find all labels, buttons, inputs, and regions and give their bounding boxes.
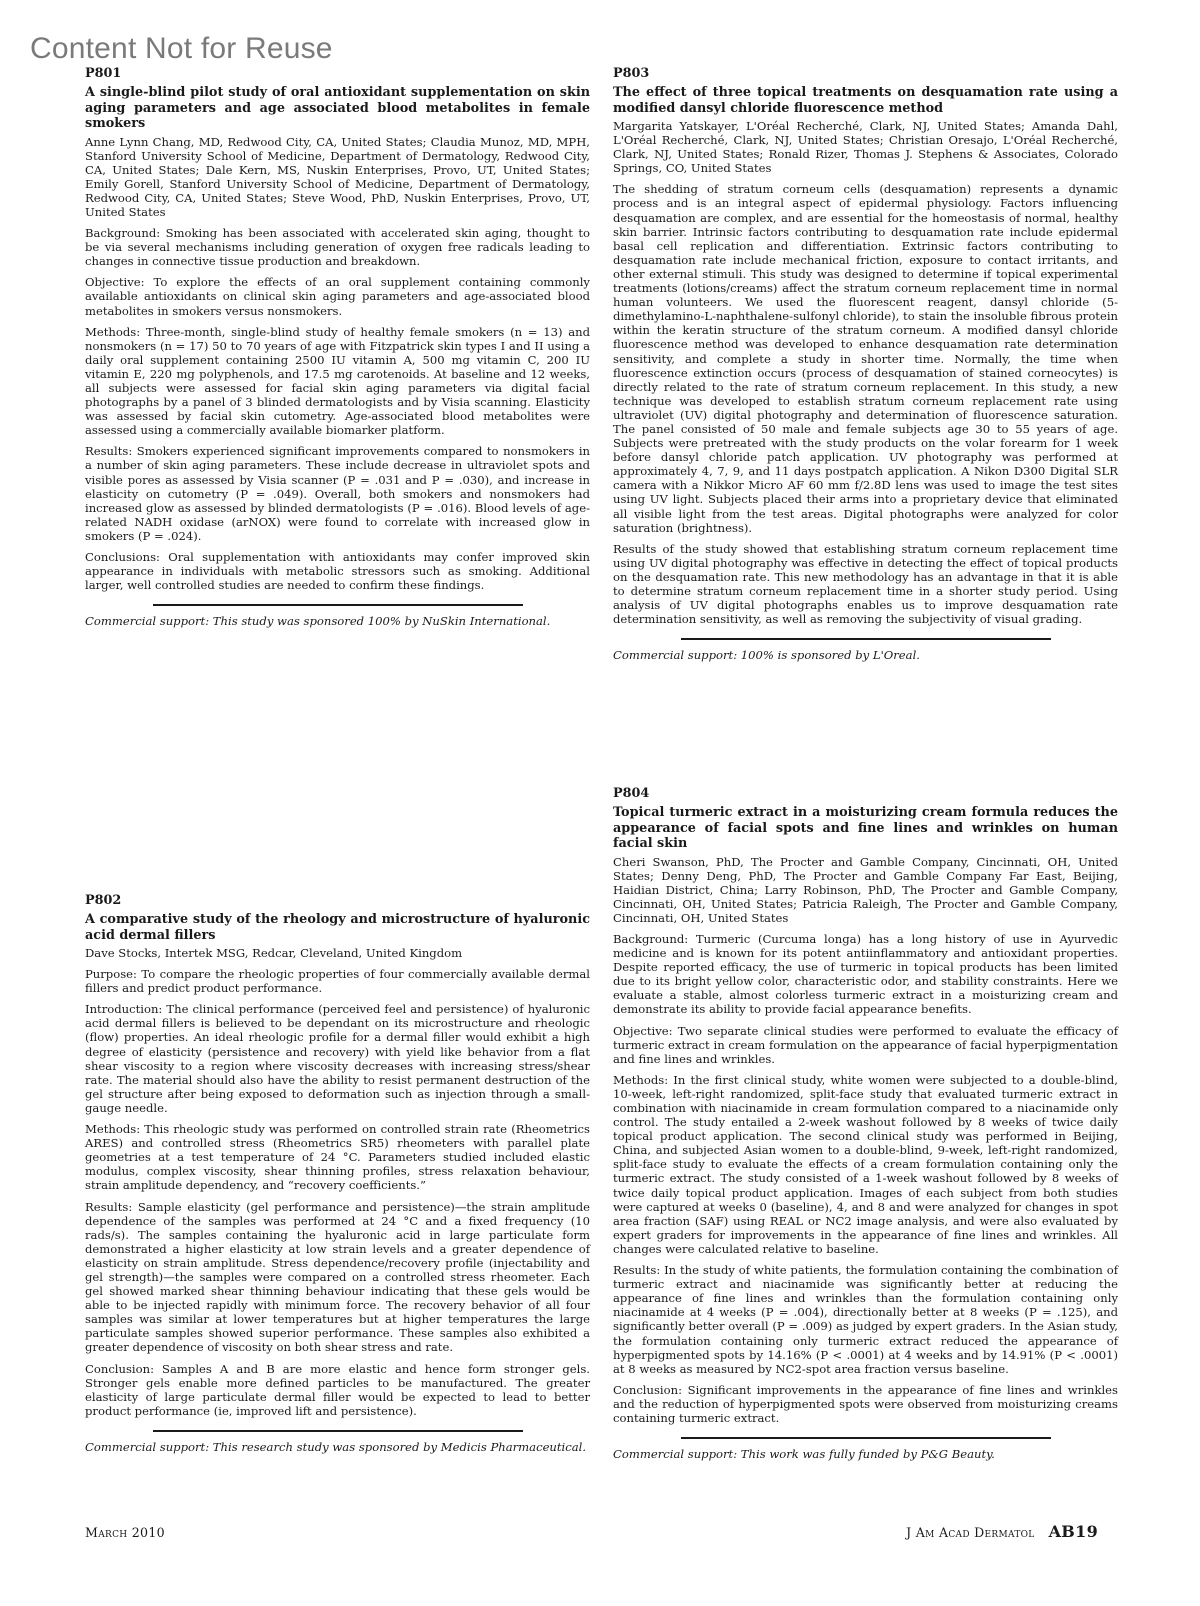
abstract-title: The effect of three topical treatments on desquamation rate using a modified dansyl chloride fluorescence method: [613, 85, 1118, 116]
abstract-id: P803: [613, 66, 650, 81]
divider-rule: [153, 604, 523, 606]
abstract-id: P804: [613, 786, 650, 801]
abstract-paragraph: The shedding of stratum corneum cells (desquamation) represents a dynamic process and is an integral aspect of epidermal physiology. Factors influencing desquamation are complex, and are essential for the homeostasis of normal, healthy skin barrier. Intrinsic factors contributing to desquamation rate include epidermal basal cell replication and differentiation. Extrinsic factors contributing to desquamation rate include mechanical friction, exposure to contact irritants, and other external stimuli. This study was designed to determine if topical experimental treatments (lotions/creams) affect the stratum corneum replacement time in normal human volunteers. We used the fluorescent reagent, dansyl chloride (5-dimethylamino-L-naphthalene-sulfonyl chloride), to stain the insoluble fibrous protein within the keratin structure of the stratum corneum. A modified dansyl chloride fluorescence method was developed to enhance desquamation rate determination sensitivity, and complete a study in shorter time. Normally, the time when fluorescence extinction occurs (process of desquamation of stained corneocytes) is directly related to the rate of stratum corneum replacement. In this study, a new technique was developed to establish stratum corneum replacement rate using ultraviolet (UV) digital photography and determination of fluorescence saturation. The panel consisted of 50 male and female subjects age 30 to 55 years of age. Subjects were pretreated with the study products on the volar forearm for 1 week before dansyl chloride patch application. UV photography was performed at approximately 4, 7, 9, and 11 days postpatch application. A Nikon D300 Digital SLR camera with a Nikkor Micro AF 60 mm f/2.8D lens was used to image the test sites using UV light. Subjects placed their arms into a proprietary device that eliminated all visible light from the test areas. Digital photographs were analyzed for color saturation (brightness).: [613, 182, 1118, 535]
commercial-support: Commercial support: 100% is sponsored by L'Oreal.: [613, 648, 920, 663]
abstract-authors: Cheri Swanson, PhD, The Procter and Gamble Company, Cincinnati, OH, United States; Denny Deng, PhD, The Procter and Gamble Company Far East, Beijing, Haidian District, China; Larry Robinson, PhD, The Procter and Gamble Company, Cincinnati, OH, United States; Patricia Raleigh, The Procter and Gamble Company, Cincinnati, OH, United States: [613, 854, 1118, 925]
abstract-paragraph: Results of the study showed that establishing stratum corneum replacement time using UV digital photography was effective in detecting the effect of topical products on the desquamation rate. This new methodology has an advantage in that it is able to determine stratum corneum replacement time in a shorter study period. Using analysis of UV digital photographs enables us to improve desquamation rate determination sensitivity, as well as removing the subjectivity of visual grading.: [613, 541, 1118, 627]
abstract-p802: [85, 893, 590, 1461]
watermark: Content Not for Reuse: [30, 32, 333, 65]
abstract-authors: Dave Stocks, Intertek MSG, Redcar, Cleveland, United Kingdom: [85, 946, 463, 960]
abstract-title: Topical turmeric extract in a moisturizing cream formula reduces the appearance of facial spots and fine lines and wrinkles on human facial skin: [613, 805, 1118, 851]
abstract-paragraph: Background: Turmeric (Curcuma longa) has a long history of use in Ayurvedic medicine and is known for its potent antiinflammatory and antioxidant properties. Despite reported efficacy, the use of turmeric in topical products has been limited due to its bright yellow color, characteristic odor, and stability constraints. Here we evaluate a stable, almost colorless turmeric extract in a moisturizing cream and demonstrate its ability to provide facial appearance benefits.: [613, 931, 1118, 1017]
divider-rule: [153, 1430, 523, 1432]
footer-journal: [906, 1522, 1098, 1541]
abstract-paragraph: Methods: In the first clinical study, white women were subjected to a double-blind, 10-week, left-right randomized, split-face study that evaluated turmeric extract in combination with niacinamide in cream formulation compared to a niacinamide only control. The study entailed a 2-week washout followed by 8 weeks of twice daily topical product application. The second clinical study was performed in Beijing, China, and subjected Asian women to a double-blind, 9-week, left-right randomized, split-face study to evaluate the effects of a cream formulation containing only the turmeric extract. The study consisted of a 1-week washout followed by 8 weeks of twice daily topical product application. Images of each subject from both studies were captured at weeks 0 (baseline), 4, and 8 and were analyzed for changes in spot area fraction (SAF) using REAL or NC2 image analysis, and were also evaluated by expert graders for improvements in the appearance of fine lines and wrinkles. All changes were calculated relative to baseline.: [613, 1072, 1118, 1256]
commercial-support: Commercial support: This study was sponsored 100% by NuSkin International.: [85, 614, 551, 629]
abstract-authors: Margarita Yatskayer, L'Oréal Recherché, Clark, NJ, United States; Amanda Dahl, L'Oréal Recherché, Clark, NJ, United States; Christian Oresajo, L'Oréal Recherché, Clark, NJ, United States; Ronald Rizer, Thomas J. Stephens & Associates, Colorado Springs, CO, United States: [613, 119, 1118, 176]
abstract-paragraph: Conclusion: Samples A and B are more elastic and hence form stronger gels. Stronger gels enable more defined particles to be manufactured. The greater elasticity of large particulate dermal filler would be expected to lead to better product performance (ie, improved lift and persistence).: [85, 1361, 590, 1418]
abstract-paragraph: Objective: To explore the effects of an oral supplement containing commonly available antioxidants on clinical skin aging parameters and age-associated blood metabolites in smokers versus nonsmokers.: [85, 275, 590, 318]
footer-date: March 2010: [85, 1525, 165, 1540]
abstract-paragraph: Methods: This rheologic study was performed on controlled strain rate (Rheometrics ARES) and controlled stress (Rheometrics SR5) rheometers with parallel plate geometries at a test temperature of 24 °C. Parameters studied included elastic modulus, complex viscosity, shear thinning profiles, stress relaxation behaviour, strain amplitude dependency, and “recovery coefficients.”: [85, 1122, 590, 1193]
abstract-id: P802: [85, 893, 122, 908]
divider-rule: [681, 638, 1051, 640]
commercial-support: Commercial support: This work was fully funded by P&G Beauty.: [613, 1447, 995, 1462]
abstract-paragraph: Methods: Three-month, single-blind study of healthy female smokers (n = 13) and nonsmokers (n = 17) 50 to 70 years of age with Fitzpatrick skin types I and II using a daily oral supplement containing 2500 IU vitamin A, 500 mg vitamin C, 200 IU vitamin E, 220 mg polyphenols, and 17.5 mg carotenoids. At baseline and 12 weeks, all subjects were assessed for facial skin aging parameters via digital facial photographs by a panel of 3 blinded dermatologists and by Visia scanning. Elasticity was assessed by facial skin cutometry. Age-associated blood metabolites were assessed using a commercially available biomarker platform.: [85, 324, 590, 438]
abstract-paragraph: Objective: Two separate clinical studies were performed to evaluate the efficacy of turmeric extract in cream formulation on the appearance of facial hyperpigmentation and fine lines and wrinkles.: [613, 1023, 1118, 1066]
abstract-paragraph: Results: In the study of white patients, the formulation containing the combination of turmeric extract and niacinamide was significantly better at reducing the appearance of fine lines and wrinkles than the formulation containing only niacinamide at 4 weeks (P = .004), directionally better at 8 weeks (P = .125), and significantly better overall (P = .009) as judged by expert graders. In the Asian study, the formulation containing only turmeric extract reduced the appearance of hyperpigmented spots by 14.16% (P < .0001) at 4 weeks and by 14.91% (P < .0001) at 8 weeks as measured by NC2-spot area fraction versus baseline.: [613, 1263, 1118, 1376]
abstract-title: A comparative study of the rheology and microstructure of hyaluronic acid dermal fillers: [85, 912, 590, 943]
abstract-p803: [613, 66, 1118, 669]
abstract-paragraph: Results: Smokers experienced significant improvements compared to nonsmokers in a number of skin aging parameters. These include decrease in ultraviolet spots and visible pores as assessed by Visia scanner (P = .031 and P = .030), and increase in elasticity on cutometry (P = .049). Overall, both smokers and nonsmokers had increased glow as assessed by blinded dermatologists (P = .016). Blood levels of age-related NADH oxidase (arNOX) were found to correlate with increased glow in smokers (P = .024).: [85, 444, 590, 543]
divider-rule: [681, 1437, 1051, 1439]
abstract-paragraph: Background: Smoking has been associated with accelerated skin aging, thought to be via several mechanisms including generation of oxygen free radicals leading to changes in connective tissue production and breakdown.: [85, 226, 590, 269]
abstract-p804: [613, 786, 1118, 1468]
abstract-paragraph: Conclusions: Oral supplementation with antioxidants may confer improved skin appearance in individuals with metabolic stressors such as smoking. Additional larger, well controlled studies are needed to confirm these findings.: [85, 550, 590, 593]
commercial-support: Commercial support: This research study was sponsored by Medicis Pharmaceutical.: [85, 1439, 587, 1454]
abstract-p801: [85, 66, 590, 635]
abstract-authors: Anne Lynn Chang, MD, Redwood City, CA, United States; Claudia Munoz, MD, MPH, Stanford University School of Medicine, Department of Dermatology, Redwood City, CA, United States; Dale Kern, MS, Nuskin Enterprises, Provo, UT, United States; Emily Gorell, Stanford University School of Medicine, Department of Dermatology, Redwood City, CA, United States; Steve Wood, PhD, Nuskin Enterprises, Provo, UT, United States: [85, 134, 590, 219]
abstract-title: A single-blind pilot study of oral antioxidant supplementation on skin aging parameters and age associated blood metabolites in female smokers: [85, 85, 590, 131]
abstract-id: P801: [85, 66, 122, 81]
abstract-paragraph: Introduction: The clinical performance (perceived feel and persistence) of hyaluronic acid dermal fillers is believed to be dependant on its microstructure and rheologic (flow) properties. An ideal rheologic profile for a dermal filler would exhibit a high degree of elasticity (persistence and recovery) with yield like behavior from a flat shear viscosity to a region where viscosity decreases with increasing stress/shear rate. The material should also have the ability to resist permanent destruction of the gel structure after being exposed to deformation such as injection through a small-gauge needle.: [85, 1002, 590, 1115]
journal-name: J Am Acad Dermatol: [906, 1525, 1035, 1540]
abstract-paragraph: Conclusion: Significant improvements in the appearance of fine lines and wrinkles and the reduction of hyperpigmented spots were observed from moisturizing creams containing turmeric extract.: [613, 1382, 1118, 1425]
abstract-paragraph: Results: Sample elasticity (gel performance and persistence)—the strain amplitude dependence of the samples was performed at 24 °C and a fixed frequency (10 rads/s). The samples containing the hyaluronic acid in large particulate form demonstrated a higher elasticity at low strain levels and a greater dependence of elasticity on strain amplitude. Stress dependence/recovery profile (injectability and gel strength)—the samples were compared on a controlled stress rheometer. Each gel showed marked shear thinning behaviour indicating that these gels would be able to be injected rapidly with minimum force. The recovery behavior of all four samples was similar at lower temperatures but at higher temperatures the large particulate samples showed superior performance. These samples also exhibited a greater dependence of viscosity on both shear stress and rate.: [85, 1199, 590, 1355]
abstract-paragraph: Purpose: To compare the rheologic properties of four commercially available dermal fillers and predict product performance.: [85, 967, 590, 996]
page-number: AB19: [1048, 1522, 1098, 1541]
